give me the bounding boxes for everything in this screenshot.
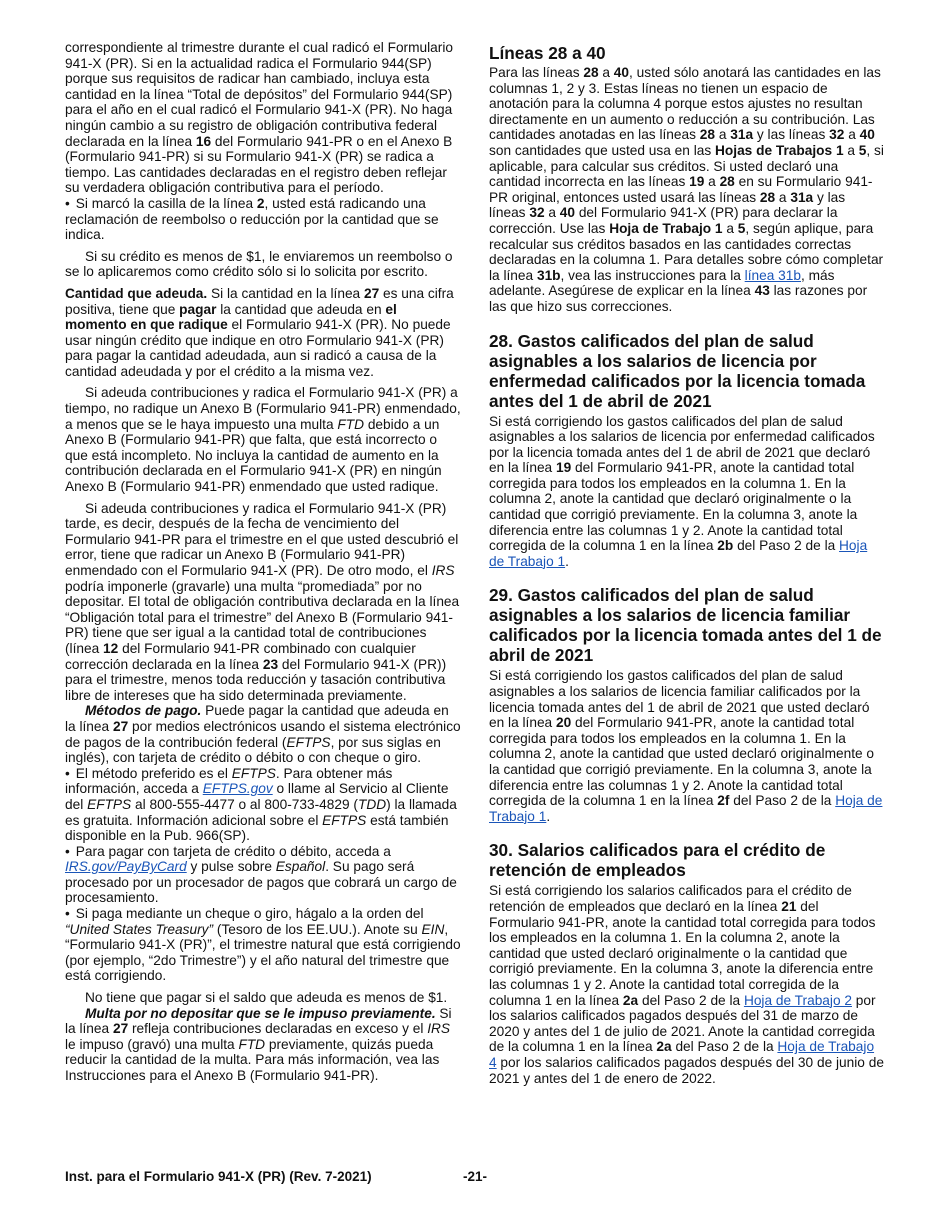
text-run: previamente, quizás pueda reducir la cantidad de la multa. Para más información, vea las Instrucciones para el Anexo B (Formulario 941-PR). bbox=[65, 1036, 440, 1083]
text-run: 43 bbox=[754, 283, 770, 299]
paragraph-deposit-continuation bbox=[65, 40, 461, 196]
text-run: ) la llamada es gratuita. Información adicional sobre el bbox=[65, 796, 457, 828]
text-run: Si adeuda contribuciones y radica el Formulario 941-X (PR) tarde, es decir, después de la fecha de vencimiento del Formulario 941-PR para el trimestre en el que usted descubrió el error, tiene que radicar un Anexo B (Formulario 941-PR) enmendado con el Formulario 941-X (PR). De otro modo, el bbox=[65, 500, 459, 578]
text-run: a bbox=[715, 127, 731, 143]
text-run: Para pagar con tarjeta de crédito o débito, acceda a bbox=[75, 843, 391, 859]
text-run: el momento en que radique bbox=[65, 301, 397, 333]
text-run: a bbox=[704, 174, 720, 190]
text-run: EFTPS bbox=[87, 796, 132, 812]
text-run: la cantidad que adeuda en bbox=[216, 301, 386, 317]
paragraph-ftd-penalty bbox=[65, 1006, 461, 1084]
text-run: a bbox=[722, 220, 738, 236]
text-run: le impuso (gravó) una multa bbox=[65, 1036, 239, 1052]
text-run: 28 bbox=[699, 127, 716, 143]
text-run: debido a un Anexo B (Formulario 941-PR) que falta, que está incorrecto o que está incompleto. No incluya la cantidad de aumento en la contribución declarada en el Formulario 941-X (PR) en ningún Anexo B (Formulario 941-PR) enmendado que usted radique. bbox=[65, 416, 442, 495]
text-run: del Paso 2 de la bbox=[671, 1039, 778, 1055]
text-run: del Formulario 941-X (PR) para declarar la corrección. Use las bbox=[489, 205, 838, 236]
text-run: del Formulario 941-PR, anote la cantidad total corregida para todos los empleados en la columna 1. En la columna 2, anote la cantidad que usted declaró originalmente o la cantidad que corrigió previamente. En la columna 3, anote la diferencia entre las columnas 1 y 2. Anote la cantidad total corregida de la columna 1 en la línea bbox=[489, 898, 876, 1008]
text-run: 28 bbox=[759, 189, 776, 205]
text-run: 40 bbox=[859, 127, 875, 143]
text-run: 31a bbox=[790, 189, 814, 205]
text-run: Si está corrigiendo los salarios calificados para el crédito de retención de empleados que declaró en la línea bbox=[489, 883, 852, 914]
text-run: , usted está radicando una reclamación de reembolso o reducción por la cantidad que se indica. bbox=[65, 195, 439, 243]
text-run: 20 bbox=[555, 715, 572, 731]
text-run: Puede pagar la cantidad que adeuda en la línea bbox=[65, 703, 449, 734]
heading-line-30: 30. Salarios calificados para el crédito de retención de empleados bbox=[489, 840, 826, 881]
text-run: . bbox=[565, 553, 569, 569]
heading-line-28: 28. Gastos calificados del plan de salud asignables a los salarios de licencia por enfermedad calificados por la licencia tomada antes del 1 de abril de 2021 bbox=[489, 330, 866, 411]
text-run: EFTPS bbox=[322, 812, 367, 828]
paragraph-line-30 bbox=[489, 883, 885, 1086]
text-run: , por sus siglas en inglés), con tarjeta de crédito o débito o con cheque o giro. bbox=[65, 734, 441, 766]
bullet-eftps bbox=[65, 766, 461, 844]
link[interactable]: Hoja de Trabajo 1 bbox=[489, 538, 868, 569]
bullet-line-2-claim bbox=[65, 196, 461, 243]
text-run: podría imponerle (gravarle) una multa “promediada” por no depositar. El total de obligación contributiva declarada en la línea “Obligación total para el trimestre” del Anexo B (Formulario 941-PR) tiene que ser igual a la cantidad total de contribuciones (línea bbox=[65, 578, 460, 656]
text-run: 2b bbox=[717, 538, 734, 554]
text-run: Para las líneas bbox=[489, 65, 584, 80]
text-run: Cantidad que adeuda. bbox=[65, 285, 208, 301]
paragraph-credit-under-1 bbox=[65, 249, 461, 280]
text-run: No tiene que pagar si el saldo que adeuda es menos de $1. bbox=[85, 990, 448, 1006]
text-run: y las líneas bbox=[489, 189, 846, 221]
text-run: 28 bbox=[583, 65, 599, 80]
text-run: es una cifra positiva, tiene que bbox=[65, 285, 454, 317]
bullet-check-payment bbox=[65, 906, 461, 984]
text-run: Si adeuda contribuciones y radica el Formulario 941-X (PR) a tiempo, no radique un Anexo B (Formulario 941-PR) enmendado, a menos que se le haya impuesto una multa bbox=[65, 385, 461, 432]
text-run: Español bbox=[275, 859, 326, 875]
text-run: EFTPS bbox=[231, 765, 276, 781]
paragraph-payment-methods bbox=[65, 703, 461, 765]
text-run: 5 bbox=[737, 220, 746, 236]
bullet-card-payment bbox=[65, 844, 461, 906]
text-run: TDD bbox=[357, 796, 387, 812]
text-run: 32 bbox=[829, 127, 845, 143]
paragraph-lines-28-40 bbox=[489, 65, 885, 315]
text-run: por medios electrónicos usando el sistema electrónico de pagos de la contribución federal ( bbox=[65, 718, 461, 750]
heading-line-29: 29. Gastos calificados del plan de salud asignables a los salarios de licencia familiar calificados por la licencia tomada antes del 1 de abril de 2021 bbox=[489, 585, 882, 666]
text-run: al 800-555-4477 o al 800-733-4829 ( bbox=[131, 796, 358, 812]
text-run: a bbox=[598, 65, 614, 80]
text-run: correspondiente al trimestre durante el cual radicó el Formulario 941-X (PR). Si en la actualidad radica el Formulario 944(SP) porque sus requisitos de radicar han cambiado, incluya esta cantidad en la línea “Total de depósitos” del Formulario 944(SP) para el año en el cual radicó el Formulario 941-X (PR). No haga ningún cambio a su registro de obligación contributiva federal declarada en la línea bbox=[65, 40, 453, 149]
paragraph-timely-filing bbox=[65, 385, 461, 494]
text-run: 21 bbox=[781, 898, 797, 914]
text-run: del Paso 2 de la bbox=[638, 992, 744, 1008]
text-run: (Tesoro de los EE.UU.). Anote su bbox=[213, 921, 422, 937]
text-run: IRS bbox=[431, 563, 455, 578]
text-run: o llame al Servicio al Cliente del bbox=[65, 781, 449, 812]
text-run: 23 bbox=[262, 656, 279, 672]
text-run: EIN bbox=[421, 921, 445, 937]
text-run: Métodos de pago. bbox=[85, 703, 202, 719]
text-run: del Paso 2 de la bbox=[729, 793, 836, 809]
text-run: y las líneas bbox=[753, 127, 830, 143]
left-column bbox=[65, 40, 461, 1084]
text-run: el Formulario 941-X (PR). No puede usar ningún crédito que indique en otro Formulario 941-X (PR) para pagar la cantidad adeudada, aun si radicó a causa de la cantidad adeudada y por el crédito a la misma vez. bbox=[65, 317, 451, 379]
footer-page-number: -21- bbox=[463, 1169, 488, 1184]
text-run: a bbox=[544, 205, 560, 221]
text-run: 2f bbox=[717, 793, 730, 809]
text-run: Hoja de Trabajo 1 bbox=[609, 220, 723, 236]
text-run: Si paga mediante un cheque o giro, hágalo a la orden del bbox=[75, 906, 424, 922]
text-run: a bbox=[775, 189, 791, 205]
text-run: Si está corrigiendo los gastos calificados del plan de salud asignables a los salarios de licencia familiar calificados por la licencia tomada antes del 1 de abril de 2021 que usted declaró en la línea bbox=[489, 668, 870, 731]
text-run: Si marcó la casilla de la línea bbox=[75, 195, 257, 211]
text-run: 16 bbox=[195, 133, 212, 149]
text-run: 5 bbox=[858, 142, 867, 158]
text-run: El método preferido es el bbox=[75, 765, 232, 781]
paragraph-late-filing bbox=[65, 501, 461, 704]
link[interactable]: EFTPS.gov bbox=[202, 781, 273, 797]
text-run: 31b bbox=[536, 267, 561, 283]
text-run: , “Formulario 941-X (PR)”, el trimestre natural que está corrigiendo (por ejemplo, “2do Trimestre”) y el año natural del trimestre que está corrigiendo. bbox=[65, 921, 461, 984]
text-run: del Formulario 941-PR, anote la cantidad total corregida para todos los empleados en la columna 1. En la columna 2, anote la cantidad que usted declaró originalmente o la cantidad que corrigió previamente. En la columna 3, anote la diferencia entre las columnas 1 y 2. Anote la cantidad total corregida de la columna 1 en la línea bbox=[489, 715, 875, 809]
text-run: del Formulario 941-PR combinado con cualquier corrección declarada en la línea bbox=[65, 640, 416, 672]
text-run: a bbox=[844, 127, 860, 143]
heading-lines-28-40: Líneas 28 a 40 bbox=[489, 43, 606, 63]
text-run: 40 bbox=[559, 205, 576, 221]
text-run: 19 bbox=[689, 174, 705, 190]
text-run: FTD bbox=[337, 416, 365, 432]
paragraph-line-29 bbox=[489, 668, 885, 824]
right-column bbox=[489, 40, 885, 1086]
text-run: “United States Treasury” bbox=[65, 921, 214, 937]
text-run: IRS bbox=[427, 1021, 451, 1037]
text-run: del Formulario 941-PR o en el Anexo B (Formulario 941-PR) si su Formulario 941-X (PR) se radica a tiempo. Las cantidades declaradas en el registro deben reflejar su verdadera obligación contributiva para el período. bbox=[65, 133, 453, 196]
text-run: 28 bbox=[719, 174, 735, 190]
text-run: 27 bbox=[112, 1021, 129, 1037]
text-run: Hojas de Trabajos 1 bbox=[715, 142, 844, 158]
text-run: 2a bbox=[622, 992, 639, 1008]
text-run: 31a bbox=[730, 127, 754, 143]
text-run: 2 bbox=[256, 195, 265, 211]
text-run: refleja contribuciones declaradas en exceso y el bbox=[128, 1021, 428, 1037]
text-run: , vea las instrucciones para la bbox=[560, 267, 745, 283]
paragraph-amount-owed bbox=[65, 286, 461, 380]
text-run: 12 bbox=[103, 640, 119, 656]
text-run: 27 bbox=[112, 718, 129, 734]
text-run: por los salarios calificados pagados después del 31 de marzo de 2020 y antes del 1 de julio de 2021. Anote la cantidad corregida de la columna 1 en la línea bbox=[489, 992, 876, 1055]
text-run: 19 bbox=[555, 460, 572, 476]
text-run: 27 bbox=[363, 285, 380, 301]
link[interactable]: Hoja de Trabajo 2 bbox=[743, 992, 852, 1008]
text-run: EFTPS bbox=[286, 734, 331, 750]
text-run: . Su pago será procesado por un procesador de pagos que cobrará un cargo de procesamiento. bbox=[65, 859, 457, 906]
text-run: Multa por no depositar que se le impuso previamente. bbox=[85, 1005, 436, 1021]
link[interactable]: línea 31b bbox=[744, 267, 801, 283]
text-run: Si la línea bbox=[65, 1005, 452, 1037]
text-run: pagar bbox=[179, 301, 217, 317]
text-run: del Paso 2 de la bbox=[733, 538, 840, 554]
text-run: , si aplicable, para calcular sus créditos. Si usted declaró una cantidad incorrecta en las líneas bbox=[489, 142, 884, 190]
text-run: son cantidades que usted usa en las bbox=[489, 142, 716, 158]
text-run: Si su crédito es menos de $1, le enviaremos un reembolso o se lo aplicaremos como crédito sólo si lo solicita por escrito. bbox=[65, 248, 453, 280]
text-run: , usted sólo anotará las cantidades en las columnas 1, 2 y 3. Estas líneas no tienen un espacio de anotación para la columna 4 porque estos ajustes no resultan directamente en un aumento o reducción a su contribución. Las cantidades anotadas en las líneas bbox=[489, 65, 881, 143]
text-run: en su Formulario 941-PR original, entonces usted usará las líneas bbox=[489, 174, 873, 205]
text-run: y pulse sobre bbox=[186, 859, 276, 875]
text-run: . bbox=[546, 808, 551, 824]
paragraph-line-28 bbox=[489, 414, 885, 570]
link[interactable]: Hoja de Trabajo 4 bbox=[489, 1039, 875, 1070]
text-run: . Para obtener más información, acceda a bbox=[65, 765, 393, 797]
text-run: a bbox=[843, 142, 859, 158]
text-run: 2a bbox=[656, 1039, 672, 1055]
text-run: Si la cantidad en la línea bbox=[207, 285, 364, 301]
text-run: Si está corrigiendo los gastos calificados del plan de salud asignables a los salarios de licencia por enfermedad calificados por la licencia tomada antes del 1 de abril de 2021 que declaró en la línea bbox=[489, 413, 875, 476]
text-run: está también disponible en la Pub. 966(SP). bbox=[65, 812, 449, 844]
text-run: del Formulario 941-PR, anote la cantidad total corregida para todos los empleados en la columna 1. En la columna 2, anote la cantidad que declaró originalmente o la cantidad que corrigió previamente. En la columna 3, anote la diferencia entre las columnas 1 y 2. Anote la cantidad total corregida de la columna 1 en la línea bbox=[489, 460, 858, 554]
text-run: , más adelante. Asegúrese de explicar en la línea bbox=[489, 267, 835, 299]
text-run: del Formulario 941-X (PR)) para el trimestre, menos toda reducción y tasación contributiva libre de intereses que ha sido determinada previamente. bbox=[65, 656, 447, 703]
text-run: FTD bbox=[238, 1036, 266, 1052]
text-run: , según aplique, para recalcular sus créditos basados en las cantidades correctas declaradas en la columna 1. Para detalles sobre cómo completar la línea bbox=[489, 220, 884, 283]
link[interactable]: IRS.gov/PayByCard bbox=[65, 859, 187, 875]
footer-form-title: Inst. para el Formulario 941-X (PR) (Rev. 7-2021) bbox=[65, 1169, 372, 1184]
paragraph-balance-under-1 bbox=[65, 990, 461, 1006]
text-run: por los salarios calificados pagados después del 30 de junio de 2021 y antes del 1 de enero de 2022. bbox=[489, 1054, 884, 1086]
text-run: 40 bbox=[613, 65, 630, 80]
text-run: las razones por las que hizo sus correcciones. bbox=[489, 283, 868, 314]
link[interactable]: Hoja de Trabajo 1 bbox=[489, 793, 883, 824]
text-run: 32 bbox=[529, 205, 545, 221]
